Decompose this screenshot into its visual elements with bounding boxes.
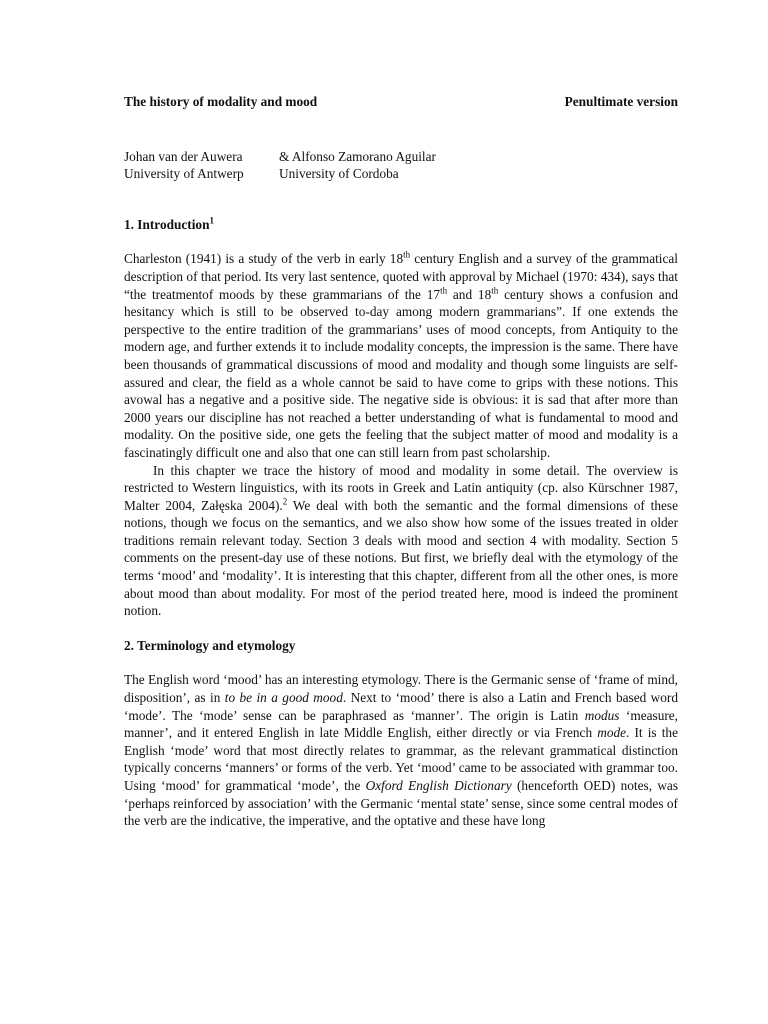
- affiliation-1: University of Antwerp: [124, 166, 244, 182]
- paragraph-terminology-1: [124, 671, 678, 829]
- text-run: We deal with both the semantic and the formal dimensions of these notions, though we focus on the semantics, and we also show how some of the issues treated in older traditions remain relevant today. Section 3 deals with mood and section 4 with modality. Section 5 comments on the present-day use of these notions. But first, we briefly deal with the etymology of the terms ‘mood’ and ‘modality’. It is interesting that this chapter, different from all the other ones, is more about mood than about modality. For most of the period treated here, mood is indeed the prominent notion.: [124, 497, 679, 619]
- superscript: th: [440, 285, 448, 296]
- italic-run: modus: [584, 707, 620, 723]
- section-heading-text: 1. Introduction: [124, 216, 210, 232]
- section-heading-introduction: [124, 216, 678, 234]
- superscript: th: [491, 285, 499, 296]
- paragraph-intro-2: [124, 462, 678, 620]
- author-names: [124, 148, 678, 166]
- section-heading-terminology: [124, 637, 678, 655]
- text-run: ‘measure, manner’, and it entered English in late Middle English, either directly or via French: [124, 707, 678, 741]
- affiliation-2: University of Cordoba: [279, 166, 399, 182]
- text-run: In this chapter we trace the history of mood and modality in some detail. The overview is restricted to Western linguistics, with its roots in Greek and Latin antiquity (cp. also Kürschner 1987, Malter 2004, Załęska 2004).: [124, 462, 678, 513]
- author-affiliations: [124, 165, 678, 183]
- text-run: century English and a survey of the grammatical description of that period. Its very last sentence, quoted with approval by Michael (1970: 434), says that “the treatmentof moods by these grammarians of the 17: [124, 251, 678, 302]
- document-title: The history of modality and mood: [124, 94, 318, 109]
- document-page: [124, 93, 678, 830]
- italic-run: to be in a good mood: [224, 690, 343, 706]
- text-run: The English word ‘mood’ has an interesting etymology. There is the Germanic sense of ‘frame of mind, disposition’, as in: [124, 672, 678, 706]
- paragraph-intro-1: [124, 250, 678, 461]
- text-run: century shows a confusion and hesitancy which is still to be observed to-day among modern grammarians”. If one extends the perspective to the entire tradition of the grammarians’ uses of mood concepts, from Antiquity to the modern age, and further extends it to include modality concepts, the impression is the same. There have been thousands of grammatical discussions of mood and modality and though some linguists are self-assured and clear, the field as a whole cannot be said to have come to grips with these notions. This avowal has a negative and a positive side. The negative side is obvious: it is sad that after more than 2000 years our discipline has not reached a better understanding of what is fundamental to mood and modality. On the positive side, one gets the feeling that the subject matter of mood and modality is a fascinatingly difficult one and also that one can still learn from past scholarship.: [124, 286, 678, 460]
- author-name-2: & Alfonso Zamorano Aguilar: [279, 148, 436, 164]
- text-run: (henceforth OED) notes, was ‘perhaps reinforced by association’ with the Germanic ‘mental state’ sense, since some central modes of the verb are the indicative, the imperative, and the optative and these have long: [124, 778, 678, 829]
- section-heading-text: 2. Terminology and etymology: [124, 637, 296, 653]
- text-run: . It is the English ‘mode’ word that most directly relates to grammar, as the relevant grammatical distinction typically concerns ‘manners’ or forms of the verb. Yet ‘mood’ came to be associated with grammar too. Using ‘mood’ for grammatical ‘mode’, the: [124, 725, 678, 793]
- version-label: Penultimate version: [564, 94, 678, 109]
- text-run: Charleston (1941) is a study of the verb in early 18: [124, 251, 404, 267]
- text-run: . Next to ‘mood’ there is also a Latin and French based word ‘mode’. The ‘mode’ sense can be paraphrased as ‘manner’. The origin is Latin: [124, 690, 678, 723]
- footnote-mark: 2: [282, 496, 288, 507]
- author-block: [124, 148, 678, 183]
- italic-run: mode: [597, 725, 627, 741]
- text-run: and 18: [447, 286, 492, 302]
- italic-run: Oxford English Dictionary: [365, 778, 512, 793]
- author-name-1: Johan van der Auwera: [124, 148, 243, 164]
- footnote-mark: 1: [209, 215, 214, 226]
- superscript: th: [403, 249, 411, 260]
- document-header: [124, 93, 678, 111]
